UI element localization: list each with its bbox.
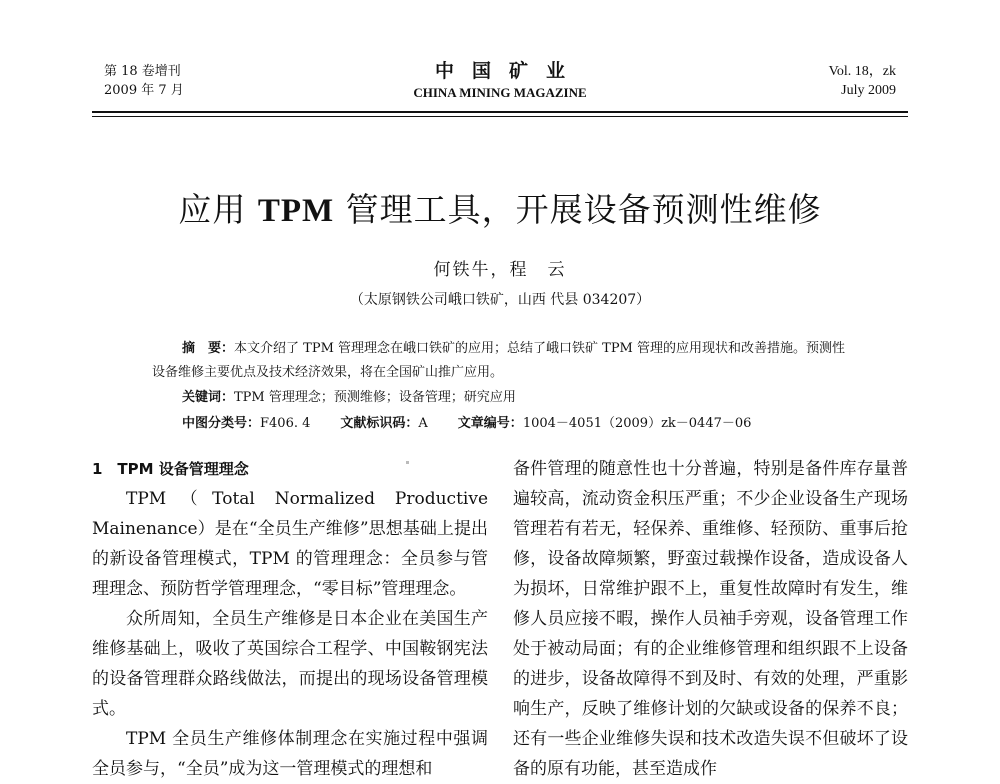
keywords-text: TPM 管理理念；预测维修；设备管理；研究应用 (234, 390, 516, 405)
clc-label: 中图分类号： (182, 416, 261, 431)
header-rule-thin (92, 116, 908, 117)
body-right-column (513, 454, 908, 784)
journal-volume-info (829, 62, 896, 100)
date-en: July 2009 (841, 83, 896, 98)
volume-label: 第 18 卷增刊 (104, 64, 181, 79)
keywords-label: 关键词： (182, 390, 235, 405)
issue-date: 2009 年 7 月 (104, 83, 184, 98)
keywords (182, 386, 516, 410)
body-left-column (92, 454, 488, 784)
affiliation: （太原钢铁公司峨口铁矿，山西 代县 034207） (349, 292, 651, 308)
section-heading: 1 TPM 设备管理理念 (92, 460, 249, 478)
journal-name-cn: 中国矿业 (434, 60, 583, 82)
abstract (152, 337, 852, 385)
paper-title (0, 188, 1000, 233)
paragraph: 备件管理的随意性也十分普遍，特别是备件库存量普遍较高，流动资金积压严重；不少企业设备生产现场管理若有若无，轻保养、重维修、轻预防、重事后抢修，设备故障频繁，野蛮过载操作设备，造成设备人为损坏，日常维护跟不上，重复性故障时有发生，维修人员应接不暇，操作人员袖手旁观，设备管理工作处于被动局面；有的企业维修管理和组织跟不上设备的进步，设备故障得不到及时、有效的处理，严重影响生产，反映了维修计划的欠缺或设备的保养不良；还有一些企业维修失误和技术改造失误不但破坏了设备的原有功能，甚至造成作 (513, 459, 908, 779)
header-rule-thick (92, 111, 908, 113)
paragraph: TPM 全员生产维修体制理念在实施过程中强调全员参与，“全员”成为这一管理模式的理想和 (92, 729, 488, 779)
paragraph: TPM（Total Normalized Productive Mainenance）是在“全员生产维修”思想基础上提出的新设备管理模式，TPM 的管理理念：全员参与管理理念、预防哲学管理理念，“零目标”管理理念。 (92, 489, 488, 599)
title-suffix: 管理工具，开展设备预测性维修 (334, 190, 822, 229)
volume-en: Vol. 18，zk (828, 64, 896, 79)
paragraph: 众所周知，全员生产维修是日本企业在美国生产维修基础上，吸收了英国综合工程学、中国鞍钢宪法的设备管理群众路线做法，而提出的现场设备管理模式。 (92, 609, 488, 719)
abstract-label: 摘 要： (182, 341, 235, 356)
authors: 何铁牛，程 云 (433, 260, 567, 280)
title-prefix: 应用 (178, 190, 258, 229)
abstract-text: 本文介绍了 TPM 管理理念在峨口铁矿的应用；总结了峨口铁矿 TPM 管理的应用现状和改善措施。预测性设备维修主要优点及技术经济效果，将在全国矿山推广应用。 (152, 341, 846, 380)
article-no-value: 1004－4051（2009）zk－0447－06 (522, 416, 752, 431)
classification-line (182, 412, 751, 436)
title-tpm: TPM (257, 193, 335, 229)
doc-code-value: A (418, 416, 428, 431)
article-no-label: 文章编号： (457, 416, 523, 431)
journal-name-en: CHINA MINING MAGAZINE (413, 85, 587, 100)
doc-code-label: 文献标识码： (340, 416, 419, 431)
clc-value: F406. 4 (260, 416, 311, 431)
